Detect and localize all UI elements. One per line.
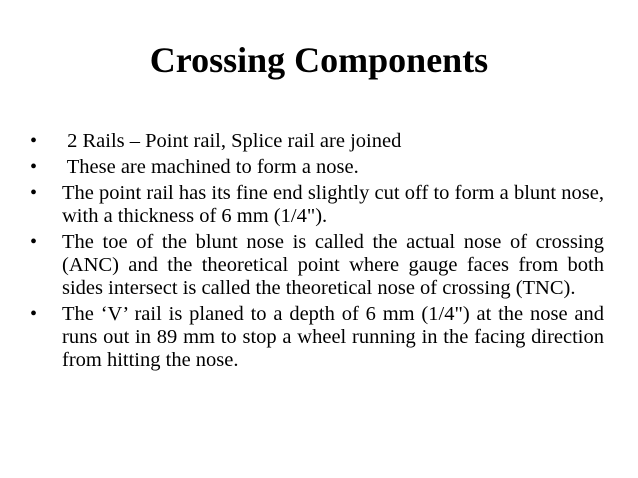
bullet-icon: • [30, 130, 38, 152]
bullet-text: The point rail has its fine end slightly cut off to form a blunt nose, with a thickness of 6 mm (1/4"). [62, 182, 604, 227]
bullet-item [30, 156, 604, 179]
bullet-item [30, 130, 604, 153]
bullet-text: The toe of the blunt nose is called the actual nose of crossing (ANC) and the theoretical point where gauge faces from both sides intersect is called the theoretical nose of crossing (TNC). [62, 231, 604, 299]
bullet-text: 2 Rails – Point rail, Splice rail are joined [62, 130, 402, 152]
bullet-text: These are machined to form a nose. [62, 156, 359, 178]
bullet-item [30, 303, 604, 372]
bullet-list [30, 130, 604, 375]
bullet-icon: • [30, 182, 38, 204]
bullet-icon: • [30, 156, 38, 178]
slide-title: Crossing Components [149, 40, 489, 80]
bullet-item [30, 231, 604, 300]
bullet-text: The ‘V’ rail is planed to a depth of 6 mm (1/4") at the nose and runs out in 89 mm to stop a wheel running in the facing direction from hitting the nose. [62, 303, 604, 371]
bullet-icon: • [30, 303, 38, 325]
bullet-icon: • [30, 231, 38, 253]
bullet-item [30, 182, 604, 228]
